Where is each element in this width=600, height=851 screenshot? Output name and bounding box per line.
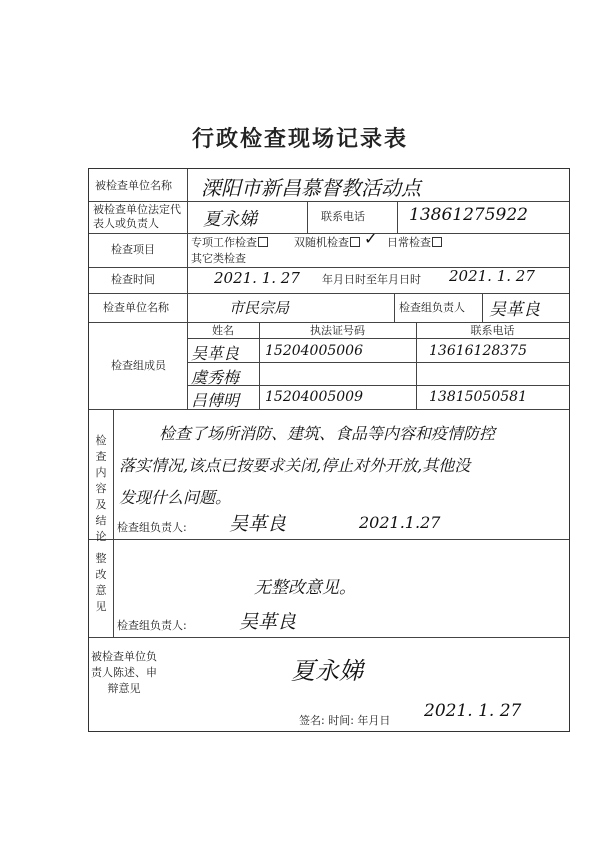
item-daily-label: 日常检查 bbox=[387, 236, 431, 249]
member-name: 吴革良 bbox=[191, 344, 240, 363]
col-divider bbox=[113, 409, 114, 539]
col-divider bbox=[113, 539, 114, 637]
page-title: 行政检查现场记录表 bbox=[191, 127, 408, 152]
checkbox-daily[interactable] bbox=[432, 237, 442, 247]
time-end-value: 2021. 1. 27 bbox=[449, 267, 535, 285]
content-line: 检查了场所消防、建筑、食品等内容和疫情防控 bbox=[159, 424, 496, 443]
content-label: 检查内容及结论 bbox=[95, 434, 107, 543]
col-divider bbox=[397, 201, 398, 233]
col-divider bbox=[482, 293, 483, 322]
row-divider bbox=[89, 322, 569, 323]
row-divider bbox=[89, 201, 569, 202]
sign-time-label: 签名: 时间: 年月日 bbox=[299, 714, 391, 727]
time-start-value: 2021. 1. 27 bbox=[214, 269, 300, 287]
team-leader-label: 检查组负责人 bbox=[399, 301, 465, 314]
rectify-label: 整改意见 bbox=[95, 552, 107, 613]
inspector-unit-label: 检查单位名称 bbox=[103, 301, 169, 314]
member-name: 吕傅明 bbox=[191, 391, 240, 410]
checkbox-double-random[interactable] bbox=[350, 237, 360, 247]
statement-signature: 夏永娣 bbox=[291, 657, 363, 685]
row-divider bbox=[89, 409, 569, 410]
col-name-header: 姓名 bbox=[212, 324, 234, 337]
col-cert-header: 执法证号码 bbox=[310, 324, 365, 337]
content-line: 发现什么问题。 bbox=[119, 488, 232, 507]
row-divider bbox=[89, 233, 569, 234]
leader-sign-label: 检查组负责人: bbox=[117, 521, 187, 534]
member-name: 虞秀梅 bbox=[191, 368, 240, 387]
rectify-signature: 吴革良 bbox=[239, 611, 297, 633]
phone-value: 13861275922 bbox=[409, 205, 528, 225]
inspector-unit-value: 市民宗局 bbox=[229, 299, 290, 317]
row-divider bbox=[187, 338, 569, 339]
statement-date: 2021. 1. 27 bbox=[424, 701, 522, 721]
content-line: 落实情况,该点已按要求关闭,停止对外开放,其他没 bbox=[119, 456, 471, 475]
unit-name-label: 被检查单位名称 bbox=[95, 179, 172, 192]
member-phone: 13616128375 bbox=[429, 343, 527, 359]
col-divider bbox=[307, 201, 308, 233]
item-double-random bbox=[294, 236, 360, 249]
item-daily bbox=[387, 236, 442, 249]
item-special-label: 专项工作检查 bbox=[191, 236, 257, 249]
time-label: 检查时间 bbox=[111, 273, 155, 286]
member-phone: 13815050581 bbox=[429, 389, 527, 405]
legal-rep-value: 夏永娣 bbox=[203, 209, 257, 230]
item-double-random-label: 双随机检查 bbox=[294, 236, 349, 249]
team-members-label: 检查组成员 bbox=[111, 359, 166, 372]
content-date: 2021.1.27 bbox=[359, 513, 441, 532]
col-divider bbox=[394, 293, 395, 322]
rectify-text: 无整改意见。 bbox=[254, 578, 356, 598]
items-label: 检查项目 bbox=[111, 243, 155, 256]
time-mid-label: 年月日时至年月日时 bbox=[322, 273, 421, 286]
row-divider bbox=[89, 293, 569, 294]
item-special bbox=[191, 236, 268, 249]
row-divider bbox=[187, 362, 569, 363]
col-divider bbox=[187, 267, 188, 293]
member-cert: 15204005009 bbox=[265, 389, 363, 405]
legal-rep-label: 被检查单位法定代表人或负责人 bbox=[93, 203, 181, 230]
col-divider bbox=[187, 293, 188, 409]
statement-label: 被检查单位负责人陈述、申辩意见 bbox=[91, 650, 157, 695]
phone-label: 联系电话 bbox=[321, 210, 365, 223]
row-divider bbox=[187, 385, 569, 386]
col-divider bbox=[187, 169, 188, 267]
leader-sign-label-2: 检查组负责人: bbox=[117, 619, 187, 632]
unit-name-value: 溧阳市新昌慕督教活动点 bbox=[201, 176, 421, 200]
row-divider bbox=[89, 539, 569, 540]
row-divider bbox=[89, 637, 569, 638]
inspection-form bbox=[88, 168, 570, 732]
item-other-label: 其它类检查 bbox=[191, 252, 246, 265]
team-leader-value: 吴革良 bbox=[489, 300, 540, 320]
col-phone-header: 联系电话 bbox=[470, 324, 515, 337]
content-signature: 吴革良 bbox=[229, 513, 287, 535]
checkbox-special[interactable] bbox=[258, 237, 268, 247]
member-cert: 15204005006 bbox=[265, 343, 363, 359]
check-mark-icon: ✓ bbox=[364, 229, 378, 248]
